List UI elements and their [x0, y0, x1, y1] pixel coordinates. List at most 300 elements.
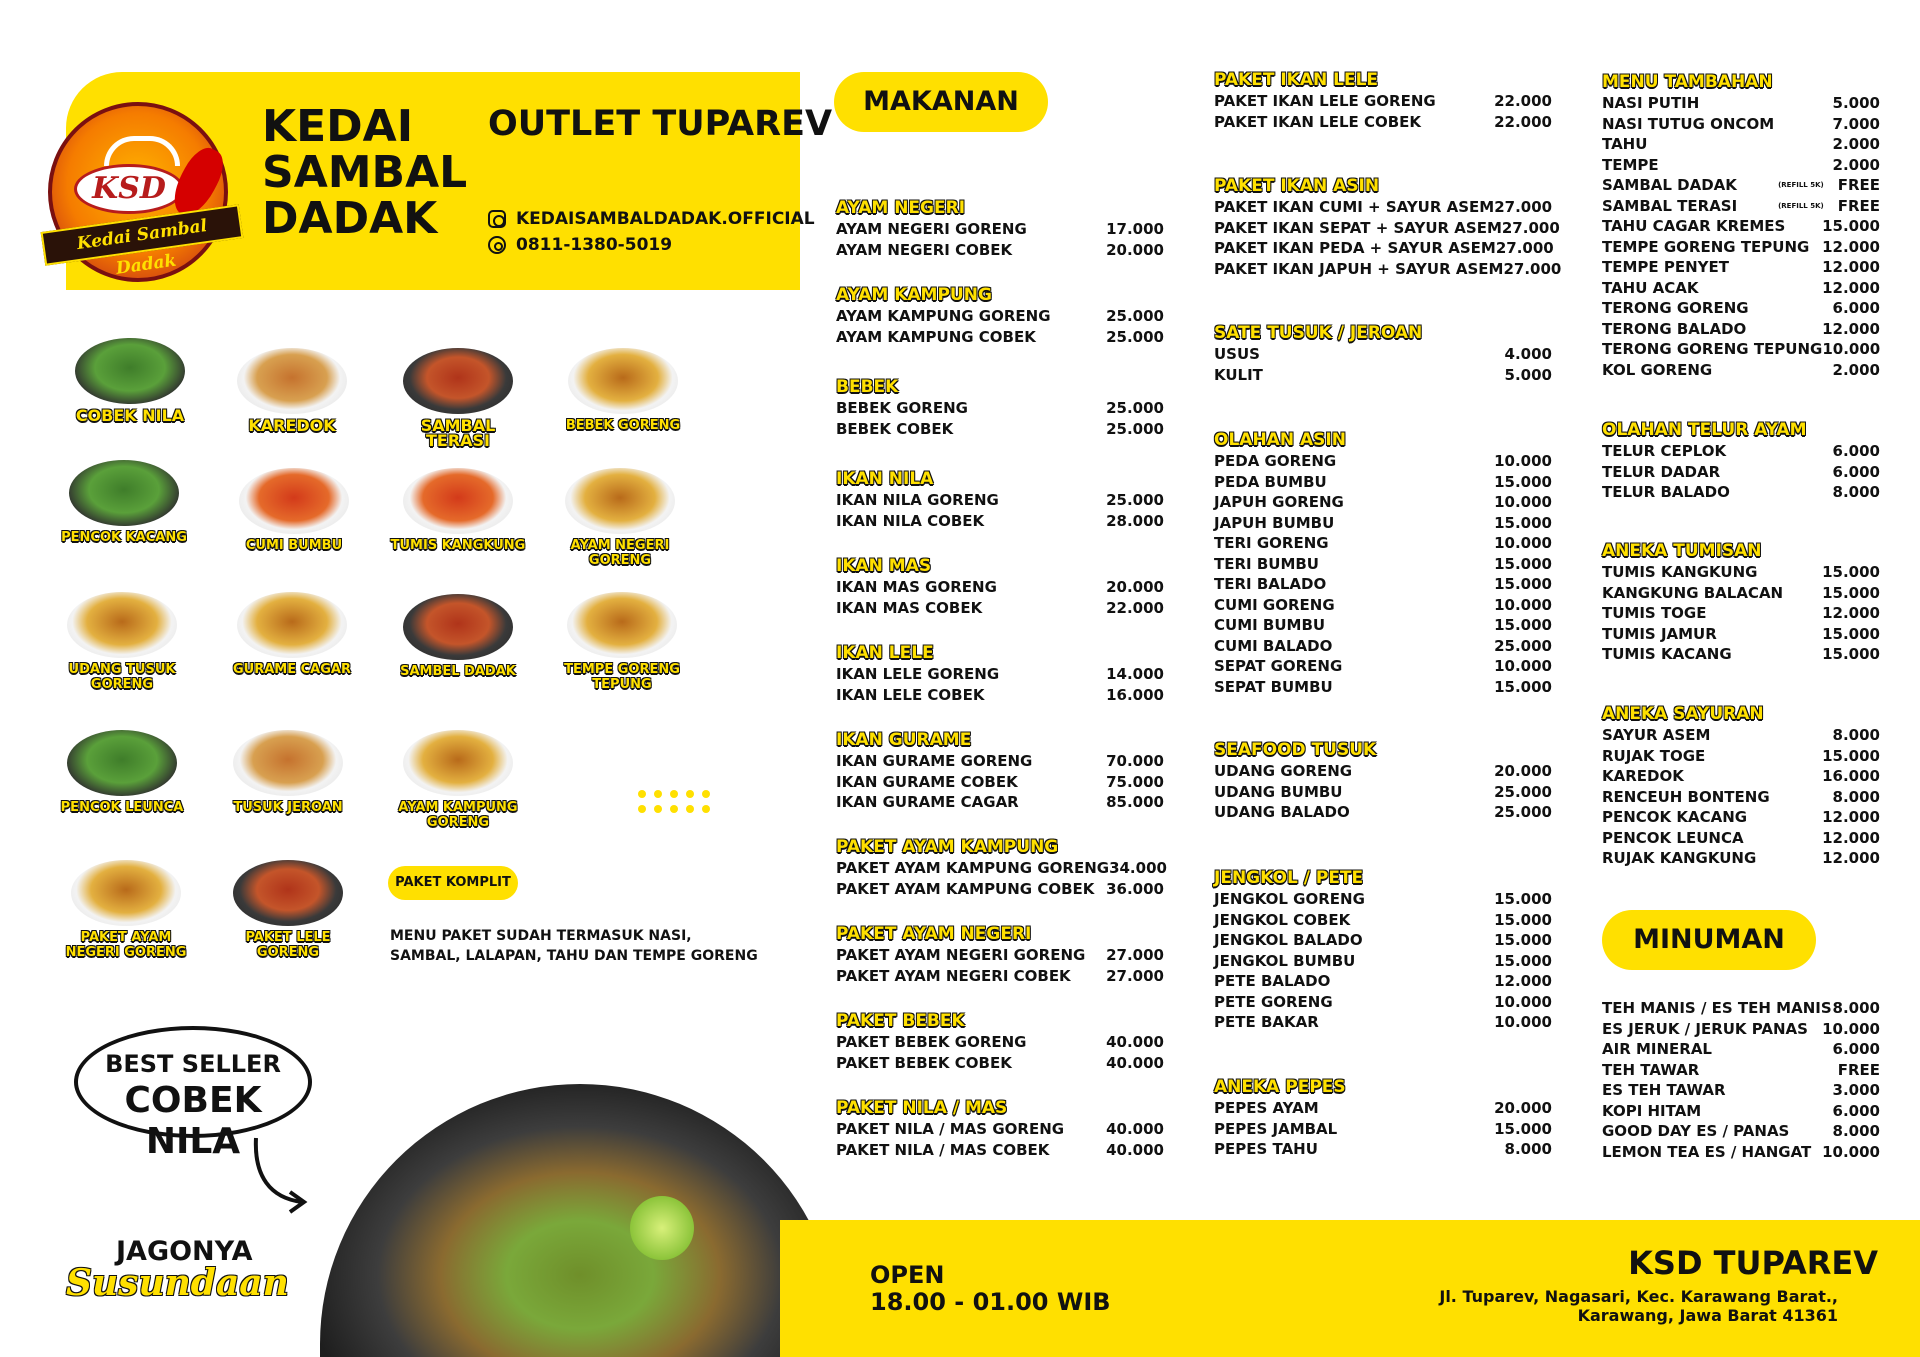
menu-item-price: 15.000 — [1822, 746, 1880, 765]
menu-item — [1602, 216, 1880, 237]
menu-section-title: JENGKOL / PETE — [1214, 868, 1364, 888]
outlet-name: OUTLET TUPAREV — [488, 104, 833, 144]
menu-item-name: TUMIS JAMUR — [1602, 624, 1717, 643]
menu-item — [1602, 562, 1880, 583]
menu-item — [1602, 603, 1880, 624]
menu-item-price: 15.000 — [1822, 563, 1880, 581]
menu-item — [1602, 766, 1880, 787]
menu-item-price: 6.000 — [1832, 1101, 1880, 1120]
menu-item — [1602, 114, 1880, 135]
menu-item-price: 25.000 — [1106, 327, 1164, 346]
menu-item-name: PAKET IKAN SEPAT + SAYUR ASEM — [1214, 218, 1502, 237]
menu-item-price: 25.000 — [1494, 636, 1552, 655]
menu-item — [1602, 787, 1880, 808]
dish-label: PAKET AYAM NEGERI GORENG — [65, 930, 187, 960]
menu-item-price: 12.000 — [1822, 849, 1880, 867]
menu-item-name: PETE BALADO — [1214, 972, 1331, 990]
menu-item-name: IKAN LELE COBEK — [836, 685, 985, 704]
menu-item — [1602, 1019, 1880, 1040]
menu-item — [836, 792, 1164, 813]
menu-item — [1214, 574, 1552, 595]
menu-item-name: PAKET NILA / MAS GORENG — [836, 1120, 1065, 1138]
open-label: OPEN — [870, 1261, 945, 1289]
menu-section — [836, 1011, 1164, 1073]
menu-item — [1214, 1119, 1552, 1140]
menu-item-name: SAMBAL DADAK — [1602, 176, 1737, 194]
menu-section-title: IKAN LELE — [836, 643, 934, 663]
menu-item-name: TEMPE GORENG TEPUNG — [1602, 237, 1810, 256]
menu-item-price: 4.000 — [1504, 345, 1552, 363]
menu-item-name: TEMPE — [1602, 155, 1659, 174]
menu-item-price: 25.000 — [1106, 491, 1164, 509]
menu-item — [1214, 472, 1552, 493]
menu-item — [1602, 482, 1880, 503]
dish-card — [224, 468, 364, 553]
menu-item-name: KULIT — [1214, 365, 1263, 384]
dish-card — [52, 592, 192, 692]
menu-section — [836, 730, 1164, 813]
outlet-address: Jl. Tuparev, Nagasari, Kec. Karawang Barat., Karawang, Jawa Barat 41361 — [1439, 1287, 1838, 1325]
menu-section-title: PAKET AYAM KAMPUNG — [836, 837, 1059, 857]
dish-card — [553, 348, 693, 433]
menu-item — [1602, 1039, 1880, 1060]
menu-item-name: TELUR CEPLOK — [1602, 442, 1727, 460]
menu-item — [1602, 746, 1880, 767]
menu-item-name: TEH MANIS / ES TEH MANIS — [1602, 999, 1832, 1017]
menu-section — [836, 556, 1164, 618]
menu-item-name: UDANG BALADO — [1214, 803, 1350, 821]
menu-item-price: 16.000 — [1106, 685, 1164, 704]
menu-section — [1214, 70, 1552, 132]
menu-item — [836, 858, 1167, 879]
menu-item — [1214, 910, 1552, 931]
menu-item-price: 40.000 — [1106, 1140, 1164, 1159]
menu-item-price: 25.000 — [1106, 307, 1164, 325]
menu-item-name: TUMIS KANGKUNG — [1602, 563, 1758, 581]
menu-item-price: 10.000 — [1494, 534, 1552, 552]
menu-item-name: PEDA BUMBU — [1214, 472, 1327, 491]
menu-section — [836, 469, 1164, 531]
menu-item — [1214, 238, 1552, 259]
menu-item — [836, 685, 1164, 706]
roof-icon — [104, 136, 180, 166]
menu-item-price: FREE — [1837, 1060, 1880, 1079]
menu-item-price: 40.000 — [1106, 1120, 1164, 1138]
menu-item-price: 15.000 — [1494, 1119, 1552, 1138]
menu-item — [1214, 761, 1552, 782]
menu-item-name: TAHU CAGAR KREMES — [1602, 217, 1786, 235]
menu-item-name: AYAM KAMPUNG GORENG — [836, 307, 1051, 325]
menu-item-price: FREE — [1837, 176, 1880, 194]
menu-section — [1214, 430, 1552, 697]
menu-item-price: 14.000 — [1106, 665, 1164, 683]
menu-item — [1214, 451, 1552, 472]
menu-item-name: TERONG BALADO — [1602, 319, 1747, 338]
menu-section-title: IKAN GURAME — [836, 730, 972, 750]
instagram-contact[interactable] — [488, 209, 815, 229]
menu-item-name: ES JERUK / JERUK PANAS — [1602, 1019, 1808, 1038]
menu-item-price: 10.000 — [1822, 1019, 1880, 1038]
menu-item — [1214, 492, 1552, 513]
menu-item-name: IKAN GURAME GORENG — [836, 752, 1033, 770]
menu-section-title: AYAM KAMPUNG — [836, 285, 992, 305]
menu-section-title: AYAM NEGERI — [836, 198, 966, 218]
menu-section — [1214, 176, 1562, 279]
menu-item — [836, 945, 1164, 966]
menu-section-title: IKAN MAS — [836, 556, 932, 576]
menu-section — [1602, 420, 1880, 503]
menu-item — [1602, 462, 1880, 483]
menu-item-price: 8.000 — [1832, 787, 1880, 806]
menu-item — [1214, 971, 1552, 992]
menu-item-name: PENCOK KACANG — [1602, 808, 1748, 826]
menu-item-price: 22.000 — [1106, 598, 1164, 617]
menu-section — [1214, 323, 1552, 385]
menu-item — [1602, 1080, 1880, 1101]
menu-item-price: 15.000 — [1494, 951, 1552, 970]
menu-item-price: 20.000 — [1106, 578, 1164, 596]
dish-card — [60, 338, 200, 423]
menu-item-price: 12.000 — [1494, 972, 1552, 990]
menu-item — [1602, 196, 1880, 217]
menu-item — [1602, 237, 1880, 258]
menu-item-name: TAHU — [1602, 135, 1648, 153]
menu-item — [1602, 441, 1880, 462]
menu-section-title: ANEKA SAYURAN — [1602, 704, 1764, 724]
dish-card — [52, 730, 192, 815]
menu-item — [1602, 828, 1880, 849]
menu-item — [836, 1053, 1164, 1074]
menu-item-name: PETE BAKAR — [1214, 1013, 1319, 1031]
menu-section — [836, 198, 1164, 260]
dish-photo — [237, 592, 347, 658]
brand-name: KEDAI SAMBAL DADAK — [262, 101, 468, 244]
menu-section — [1602, 72, 1880, 380]
whatsapp-contact[interactable] — [488, 235, 672, 255]
menu-item-name: PAKET AYAM NEGERI GORENG — [836, 946, 1086, 964]
lime-icon — [630, 1196, 694, 1260]
menu-item-name: RUJAK KANGKUNG — [1602, 849, 1757, 867]
menu-item — [836, 511, 1164, 532]
dish-card — [56, 860, 196, 960]
menu-item-name: SAYUR ASEM — [1602, 726, 1711, 744]
menu-item-price: 5.000 — [1832, 94, 1880, 112]
menu-item — [1602, 298, 1880, 319]
instagram-icon — [488, 210, 506, 228]
menu-item-name: TERI BALADO — [1214, 575, 1327, 593]
dish-card — [388, 468, 528, 553]
menu-section — [836, 1098, 1164, 1160]
menu-item-name: PEPES JAMBAL — [1214, 1119, 1338, 1138]
menu-section — [1214, 868, 1552, 1033]
menu-item — [1602, 257, 1880, 278]
menu-item — [1602, 644, 1880, 665]
dish-label: BEBEK GORENG — [565, 418, 681, 433]
dish-label: CUMI BUMBU — [245, 538, 343, 553]
menu-item — [1214, 656, 1552, 677]
menu-item — [836, 398, 1164, 419]
ksd-logo — [48, 102, 228, 282]
menu-item — [836, 751, 1164, 772]
menu-item — [1214, 197, 1552, 218]
dish-label: SAMBEL DADAK — [400, 664, 516, 679]
dish-card — [218, 860, 358, 960]
dish-card — [54, 460, 194, 545]
menu-item — [836, 772, 1164, 793]
menu-section-title: OLAHAN ASIN — [1214, 430, 1346, 450]
menu-item — [1602, 360, 1880, 381]
menu-section — [836, 285, 1164, 347]
menu-section — [1602, 541, 1880, 665]
menu-item-name: UDANG GORENG — [1214, 762, 1353, 780]
menu-item-name: TEH TAWAR — [1602, 1060, 1700, 1079]
best-seller-dish: COBEK NILA — [124, 1080, 262, 1162]
menu-item-price: 28.000 — [1106, 511, 1164, 530]
menu-item — [1602, 1060, 1880, 1081]
menu-item-name: NASI TUTUG ONCOM — [1602, 114, 1775, 133]
dish-label: SAMBAL TERASI — [420, 416, 496, 450]
menu-item-price: 15.000 — [1494, 931, 1552, 949]
menu-item — [1214, 951, 1552, 972]
menu-item — [1214, 802, 1552, 823]
open-hours: 18.00 - 01.00 WIB — [870, 1288, 1111, 1316]
menu-item — [1214, 636, 1552, 657]
menu-item-name: GOOD DAY ES / PANAS — [1602, 1122, 1790, 1140]
dish-card — [218, 730, 358, 815]
menu-item-name: KANGKUNG BALACAN — [1602, 583, 1784, 602]
menu-item-name: JENGKOL BALADO — [1214, 931, 1363, 949]
menu-item-name: TUMIS KACANG — [1602, 645, 1732, 663]
menu-item — [1214, 554, 1552, 575]
menu-item-price: 15.000 — [1822, 217, 1880, 235]
minuman-heading: MINUMAN — [1602, 910, 1816, 970]
menu-item-price: 27.000 — [1106, 946, 1164, 964]
menu-item-name: IKAN MAS GORENG — [836, 578, 997, 596]
dish-label: PENCOK KACANG — [61, 530, 187, 545]
makanan-heading: MAKANAN — [834, 72, 1048, 132]
menu-item-price: 27.000 — [1503, 259, 1562, 278]
menu-section — [836, 924, 1164, 986]
menu-item-price: 6.000 — [1832, 462, 1880, 481]
menu-item-price: 12.000 — [1822, 237, 1880, 256]
menu-item-name: IKAN MAS COBEK — [836, 598, 983, 617]
menu-item — [1602, 998, 1880, 1019]
menu-item-price: 12.000 — [1822, 808, 1880, 826]
menu-item-name: CUMI BALADO — [1214, 636, 1333, 655]
menu-section — [836, 837, 1167, 899]
menu-item-name: PAKET AYAM KAMPUNG GORENG — [836, 859, 1110, 877]
menu-item-price: 6.000 — [1832, 299, 1880, 317]
dish-label: TEMPE GORENG TEPUNG — [564, 662, 680, 692]
menu-item-name: PAKET IKAN LELE COBEK — [1214, 112, 1422, 131]
logo-text: KSD — [74, 164, 184, 214]
menu-item — [1602, 848, 1880, 869]
tagline-susundaan: Susundaan — [66, 1262, 289, 1304]
menu-section-title: IKAN NILA — [836, 469, 934, 489]
menu-item-name: JENGKOL COBEK — [1214, 910, 1351, 929]
menu-item-price: 40.000 — [1106, 1033, 1164, 1051]
menu-section-title: ANEKA PEPES — [1214, 1077, 1346, 1097]
menu-item-price: 20.000 — [1106, 240, 1164, 259]
menu-item-name: IKAN GURAME COBEK — [836, 772, 1018, 791]
menu-item-name: AYAM KAMPUNG COBEK — [836, 327, 1036, 346]
menu-item-price: 10.000 — [1494, 493, 1552, 511]
dish-label: COBEK NILA — [75, 406, 185, 425]
menu-item-name: PAKET IKAN JAPUH + SAYUR ASEM — [1214, 259, 1504, 278]
menu-item-price: 10.000 — [1494, 452, 1552, 470]
dish-label: PENCOK LEUNCA — [60, 800, 184, 815]
menu-section-title: PAKET BEBEK — [836, 1011, 965, 1031]
dish-label: UDANG TUSUK GORENG — [68, 662, 176, 692]
menu-section — [1214, 1077, 1552, 1160]
menu-section-title: ANEKA TUMISAN — [1602, 541, 1762, 561]
menu-item-price: 8.000 — [1832, 999, 1880, 1017]
menu-item-price: 17.000 — [1106, 220, 1164, 238]
menu-item-name: CUMI BUMBU — [1214, 616, 1326, 634]
menu-item-price: FREE — [1837, 196, 1880, 215]
menu-section-title: PAKET IKAN LELE — [1214, 70, 1379, 90]
refill-note: (REFILL 5K) — [1778, 181, 1824, 189]
menu-item-price: 25.000 — [1494, 803, 1552, 821]
menu-item — [836, 419, 1164, 440]
menu-item — [1214, 513, 1552, 534]
menu-item-name: CUMI GORENG — [1214, 595, 1335, 614]
menu-item — [1602, 93, 1880, 114]
decorative-dots — [638, 790, 712, 813]
dish-card — [222, 348, 362, 433]
menu-item-name: JENGKOL GORENG — [1214, 890, 1365, 908]
menu-item-price: 15.000 — [1494, 910, 1552, 929]
menu-item-name: SEPAT BUMBU — [1214, 677, 1333, 696]
menu-item-price: 12.000 — [1822, 828, 1880, 847]
dish-photo — [239, 468, 349, 534]
menu-item-name: SEPAT GORENG — [1214, 657, 1343, 675]
menu-item-name: PENCOK LEUNCA — [1602, 828, 1744, 847]
menu-item-name: PAKET IKAN CUMI + SAYUR ASEM — [1214, 198, 1495, 216]
menu-item — [836, 664, 1164, 685]
whatsapp-number: 0811-1380-5019 — [516, 235, 673, 255]
menu-item-price: 25.000 — [1106, 399, 1164, 417]
menu-item-price: 15.000 — [1494, 677, 1552, 696]
dish-label: KAREDOK — [248, 416, 336, 435]
menu-item — [836, 577, 1164, 598]
menu-item-name: IKAN GURAME CAGAR — [836, 793, 1019, 811]
menu-section-title: SATE TUSUK / JEROAN — [1214, 323, 1423, 343]
menu-item-name: PEPES TAHU — [1214, 1140, 1318, 1158]
menu-item — [1214, 1098, 1552, 1119]
menu-section-title: BEBEK — [836, 377, 899, 397]
menu-section-title: MENU TAMBAHAN — [1602, 72, 1773, 92]
menu-item — [1214, 595, 1552, 616]
best-seller-label: BEST SELLER — [105, 1050, 281, 1078]
menu-item-name: TERI GORENG — [1214, 534, 1329, 552]
minuman-list — [1602, 998, 1880, 1162]
menu-item-price: 22.000 — [1494, 92, 1552, 110]
menu-item-name: TUMIS TOGE — [1602, 604, 1707, 622]
menu-item — [1214, 344, 1552, 365]
menu-item-price: 10.000 — [1494, 992, 1552, 1011]
refill-note: (REFILL 5K) — [1778, 201, 1824, 210]
menu-item-price: 12.000 — [1822, 319, 1880, 338]
menu-item-name: PAKET BEBEK COBEK — [836, 1053, 1012, 1072]
dish-photo — [403, 468, 513, 534]
menu-item — [836, 327, 1164, 348]
menu-item-price: 10.000 — [1494, 657, 1552, 675]
menu-item-name: TERI BUMBU — [1214, 554, 1319, 573]
menu-item-name: TERONG GORENG TEPUNG — [1602, 340, 1823, 358]
tagline-jagonya: JAGONYA — [116, 1236, 253, 1267]
menu-item-name: BEBEK COBEK — [836, 419, 954, 438]
menu-item-price: 70.000 — [1106, 752, 1164, 770]
menu-item-name: TELUR DADAR — [1602, 462, 1721, 481]
menu-item-name: NASI PUTIH — [1602, 94, 1700, 112]
menu-item-price: 15.000 — [1822, 624, 1880, 643]
menu-item — [1214, 112, 1552, 133]
menu-item-name: BEBEK GORENG — [836, 399, 968, 417]
menu-item-price: 15.000 — [1494, 575, 1552, 593]
menu-item-name: TERONG GORENG — [1602, 299, 1749, 317]
menu-section — [1602, 704, 1880, 869]
dish-photo — [233, 730, 343, 796]
menu-item — [1602, 583, 1880, 604]
menu-item — [1602, 339, 1880, 360]
menu-item-name: USUS — [1214, 345, 1260, 363]
dish-photo — [67, 592, 177, 658]
menu-section-title: PAKET AYAM NEGERI — [836, 924, 1032, 944]
dish-photo — [233, 860, 343, 926]
menu-item-price: 22.000 — [1494, 112, 1552, 131]
menu-item — [1214, 889, 1552, 910]
menu-item — [836, 879, 1164, 900]
menu-item-price: 8.000 — [1504, 1140, 1552, 1158]
menu-item-name: PAKET IKAN PEDA + SAYUR ASEM — [1214, 239, 1496, 257]
menu-item-price: 15.000 — [1822, 645, 1880, 663]
dish-label: PAKET LELE GORENG — [245, 930, 331, 960]
arrow-icon — [250, 1136, 310, 1216]
paket-komplit-badge: PAKET KOMPLIT — [388, 866, 518, 900]
menu-item-name: PEDA GORENG — [1214, 452, 1337, 470]
dish-label: GURAME CAGAR — [233, 662, 351, 677]
menu-item-price: 2.000 — [1832, 360, 1880, 379]
menu-item-price: 20.000 — [1494, 762, 1552, 780]
menu-item — [836, 598, 1164, 619]
menu-item-price: 8.000 — [1832, 483, 1880, 501]
menu-item — [1214, 259, 1562, 280]
menu-item-price: 12.000 — [1822, 604, 1880, 622]
menu-item-name: RENCEUH BONTENG — [1602, 787, 1770, 806]
menu-item-name: TAHU ACAK — [1602, 278, 1699, 297]
menu-item-price: 34.000 — [1109, 859, 1167, 877]
menu-item-price: 10.000 — [1822, 1142, 1880, 1161]
menu-section-title: OLAHAN TELUR AYAM — [1602, 420, 1807, 440]
menu-item — [1214, 992, 1552, 1013]
dish-photo — [565, 468, 675, 534]
menu-item-name: PEPES AYAM — [1214, 1099, 1319, 1117]
menu-item-price: 25.000 — [1494, 782, 1552, 801]
menu-item-price: 27.000 — [1501, 218, 1560, 237]
menu-section — [1214, 740, 1552, 823]
dish-card — [552, 592, 692, 692]
menu-item — [836, 219, 1164, 240]
best-seller-bubble — [74, 1026, 312, 1162]
menu-section — [836, 377, 1164, 439]
menu-item — [1214, 677, 1552, 698]
menu-item-price: 27.000 — [1494, 198, 1553, 216]
dish-card — [388, 730, 528, 830]
dish-card — [222, 592, 362, 677]
menu-item-name: TEMPE PENYET — [1602, 258, 1730, 276]
menu-item — [836, 1032, 1164, 1053]
